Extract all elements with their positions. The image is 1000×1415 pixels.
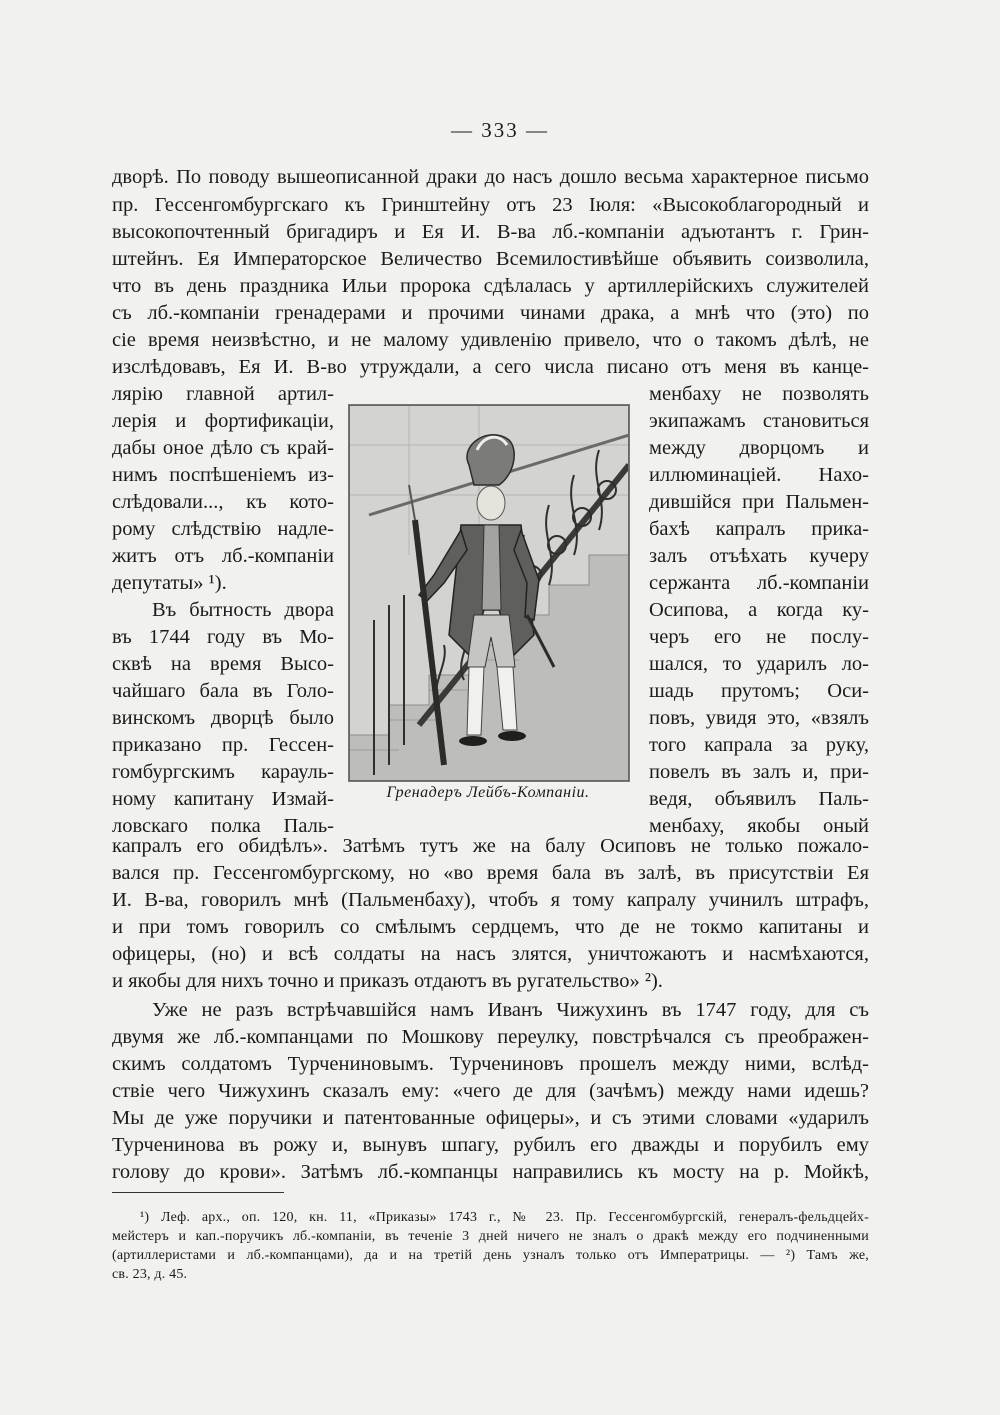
left-column-line: нимъ поспѣшеніемъ из- <box>112 464 334 486</box>
left-column-line: сквѣ на время Высо- <box>112 653 334 675</box>
text-line: голову до крови». Затѣмъ лб.-компанцы направились къ мосту на р. Мойкѣ, <box>112 1161 869 1183</box>
grenadier-illustration <box>348 404 630 782</box>
text-line: дворѣ. По поводу вышеописанной драки до насъ дошло весьма характерное письмо <box>112 166 869 188</box>
left-column-line: ному капитану Измай- <box>112 788 334 810</box>
right-column-line: повъ, увидя это, «взялъ <box>649 707 869 729</box>
right-column-line: дившійся при Пальмен- <box>649 491 869 513</box>
text-line: Турченинова въ рожу и, вынувъ шпагу, рубилъ его дважды и порубилъ ему <box>112 1134 869 1156</box>
text-line: вался пр. Гессенгомбургскому, но «во время бала въ залѣ, въ присутствіи Ея <box>112 862 869 884</box>
right-column-line: иллюминаціей. Нахо- <box>649 464 869 486</box>
text-line: офицеры, (но) и всѣ солдаты на насъ злятся, уничтожаютъ и насмѣхаются, <box>112 943 869 965</box>
text-line: и якобы для нихъ точно и приказъ отдаютъ въ ругательство» ²). <box>112 970 663 992</box>
right-column-line: менбаху не позволять <box>649 383 869 405</box>
left-column-line: приказано пр. Гессен- <box>112 734 334 756</box>
footnote-line: мейстеръ и кап.-поручикъ лб.-компаніи, въ теченіе 3 дней ничего не зналъ о дракѣ между его подчиненными <box>112 1229 869 1244</box>
footnote-divider <box>112 1192 284 1193</box>
left-column-line: лярію главной артил- <box>112 383 334 405</box>
right-column-line: черъ его не послу- <box>649 626 869 648</box>
text-line: что въ день праздника Ильи пророка сдѣлалась у артиллерійскихъ служителей <box>112 275 869 297</box>
right-column-line: экипажамъ становиться <box>649 410 869 432</box>
text-line: сіе время неизвѣстно, и не малому удивленію привело, что о такомъ дѣлѣ, не <box>112 329 869 351</box>
left-column-line: винскомъ дворцѣ было <box>112 707 334 729</box>
text-line: двумя же лб.-компанцами по Мошкову переулку, повстрѣчался съ преображен- <box>112 1026 869 1048</box>
left-column-line: слѣдовали..., къ кото- <box>112 491 334 513</box>
left-column-line: депутаты» ¹). <box>112 572 227 594</box>
left-column-line: дабы оное дѣло съ край- <box>112 437 334 459</box>
page-number: — 333 — <box>451 118 549 142</box>
text-line: штейнъ. Ея Императорское Величество Всемилостивѣйше объявить соизволила, <box>112 248 869 270</box>
text-line: капралъ его обидѣлъ». Затѣмъ тутъ же на балу Осиповъ не только пожало- <box>112 835 869 857</box>
right-column-line: менбаху, якобы оный <box>649 815 869 837</box>
right-column-line: между дворцомъ и <box>649 437 869 459</box>
left-column-line: въ 1744 году въ Мо- <box>112 626 334 648</box>
left-column-line: житъ отъ лб.-компаніи <box>112 545 334 567</box>
text-line: И. В-ва, говорилъ мнѣ (Пальменбаху), чтобъ я тому капралу учинилъ штрафъ, <box>112 889 869 911</box>
text-line: съ лб.-компаніи гренадерами и прочими чинами драка, а мнѣ что (это) по <box>112 302 869 324</box>
footnote-line: ¹) Леф. арх., оп. 120, кн. 11, «Приказы» 1743 г., № 23. Пр. Гессенгомбургскій, генералъ-фельдцейх- <box>140 1210 869 1225</box>
left-column-line: лерія и фортификаціи, <box>112 410 334 432</box>
right-column-line: Осипова, а когда ку- <box>649 599 869 621</box>
left-column-line: ловскаго полка Паль- <box>112 815 334 837</box>
figure-caption: Гренадеръ Лейбъ-Компаніи. <box>386 784 590 801</box>
right-column-line: ведя, объявилъ Паль- <box>649 788 869 810</box>
text-line: и при томъ говорилъ со смѣлымъ сердцемъ, что де не токмо капитаны и <box>112 916 869 938</box>
text-line: Уже не разъ встрѣчавшійся намъ Иванъ Чижухинъ въ 1747 году, для съ <box>152 999 869 1021</box>
footnote-line: св. 23, д. 45. <box>112 1267 188 1282</box>
text-line: ствіе чего Чижухинъ сказалъ ему: «чего де для (зачѣмъ) между нами идешь? <box>112 1080 869 1102</box>
right-column-line: сержанта лб.-компаніи <box>649 572 869 594</box>
left-column-line: чайшаго бала въ Голо- <box>112 680 334 702</box>
text-line: изслѣдовавъ, Ея И. В-во утруждали, а сего числа писано отъ меня въ канце- <box>112 356 869 378</box>
left-column-line: рому слѣдствію надле- <box>112 518 334 540</box>
text-line: пр. Гессенгомбургскаго къ Гринштейну отъ 23 Іюля: «Высокоблагородный и <box>112 194 869 216</box>
text-line: высокопочтенный бригадиръ и Ея И. В-ва лб.-компаніи адъютантъ г. Грин- <box>112 221 869 243</box>
text-line: Мы де уже поручики и патентованные офицеры», и съ этими словами «ударилъ <box>112 1107 869 1129</box>
right-column-line: повелъ въ залъ и, при- <box>649 761 869 783</box>
right-column-line: бахѣ капралъ прика- <box>649 518 869 540</box>
right-column-line: залъ отъѣхать кучеру <box>649 545 869 567</box>
right-column-line: того капрала за руку, <box>649 734 869 756</box>
right-column-line: шадь прутомъ; Оси- <box>649 680 869 702</box>
left-column-line: гомбургскимъ карауль- <box>112 761 334 783</box>
left-column-line: Въ бытность двора <box>152 599 334 621</box>
footnote-line: (артиллеристами и лб.-компанцами), да и на третій день узналъ только отъ Императрицы. — ²) Тамъ же, <box>112 1248 869 1263</box>
text-line: скимъ солдатомъ Турчениновымъ. Турчениновъ прошелъ между ними, вслѣд- <box>112 1053 869 1075</box>
right-column-line: шался, то ударилъ ло- <box>649 653 869 675</box>
